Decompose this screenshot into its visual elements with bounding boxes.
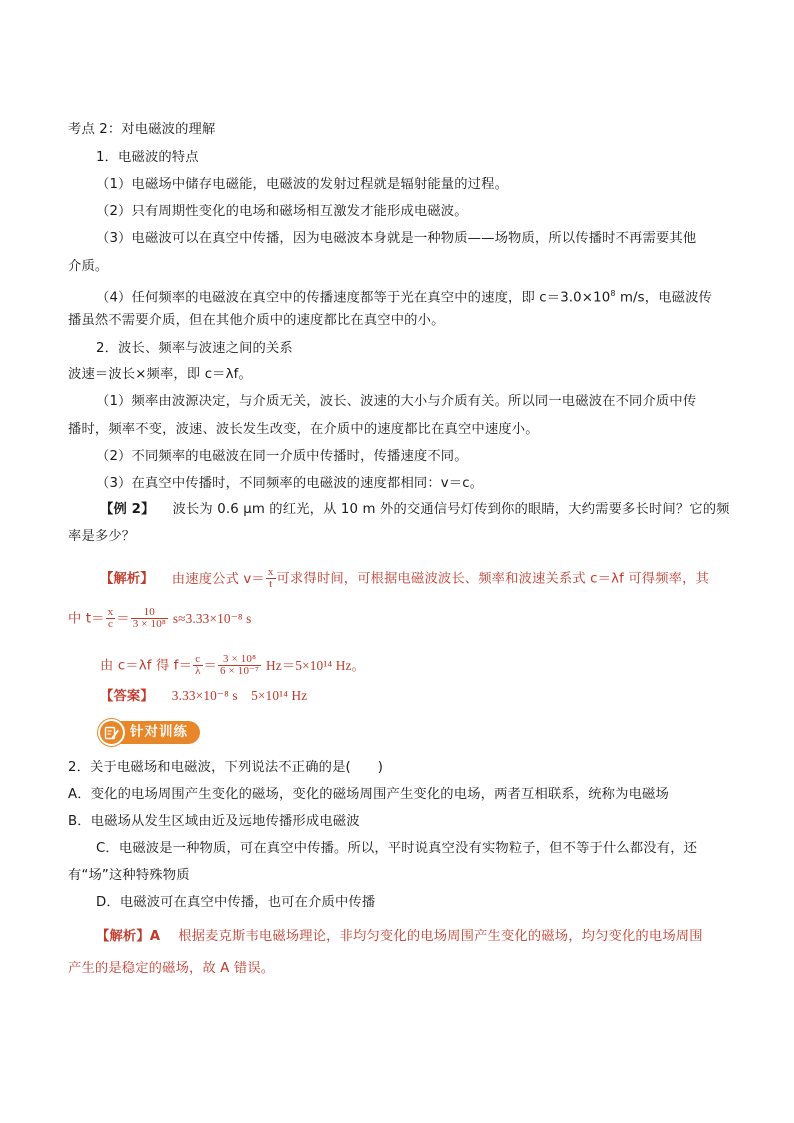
fraction-distance-over-speed	[131, 607, 168, 630]
time-formula-pre: 中 t＝	[68, 611, 105, 627]
paragraph-relation-1-line1: （1）频率由波源决定，与介质无关，波长、波速的大小与介质有关。所以同一电磁波在不同介质中传	[96, 394, 697, 409]
pencil-note-icon	[98, 719, 125, 746]
paragraph-feature-4-line2: 播虽然不需要介质，但在其他介质中的速度都比在真空中的小。	[68, 313, 445, 328]
answer-label: 【答案】	[100, 689, 154, 704]
option-a: A．变化的电场周围产生变化的磁场，变化的磁场周围产生变化的电场，两者互相联系，统称为电磁场	[68, 787, 669, 802]
paragraph-feature-3-line2: 介质。	[68, 259, 109, 274]
option-c-line2: 有“场”这种特殊物质	[68, 868, 190, 883]
example-analysis-line2	[68, 607, 252, 630]
training-badge	[98, 719, 200, 746]
fraction-numerator: x	[267, 566, 274, 578]
fraction-denominator: 3 × 10⁸	[132, 618, 166, 630]
option-b: B．电磁场从发生区域由近及远地传播形成电磁波	[68, 814, 360, 829]
badge-label: 针对训练	[130, 724, 188, 740]
fraction-denominator: 6 × 10⁻⁷	[220, 665, 260, 677]
fraction-x-over-c	[106, 607, 116, 630]
paragraph-feature-1: （1）电磁场中储存电磁能，电磁波的发射过程就是辐射能量的过程。	[96, 177, 509, 192]
fraction-x-over-t	[266, 567, 276, 590]
paragraph-feature-4-line1	[96, 285, 712, 307]
fraction-denominator: c	[107, 618, 113, 630]
fraction-speed-over-wavelength	[218, 654, 261, 677]
fraction-numerator: 3 × 10⁸	[218, 654, 261, 666]
example-label: 【例 2】	[100, 502, 155, 517]
training-analysis-text: 根据麦克斯韦电磁场理论，非均匀变化的电场周围产生变化的磁场，均匀变化的电场周围	[178, 929, 703, 944]
fraction-numerator: x	[107, 606, 114, 618]
training-question: 2．关于电磁场和电磁波，下列说法不正确的是( )	[68, 760, 384, 775]
relation-formula: 波速＝波长×频率，即 c＝λf。	[68, 367, 252, 382]
time-result: s≈3.33×10⁻⁸ s	[172, 610, 252, 626]
frequency-formula-pre: 由 c＝λf 得 f＝	[100, 658, 193, 674]
analysis-label: 【解析】	[100, 571, 154, 587]
fraction-numerator: 10	[131, 607, 168, 619]
equals-sign: ＝	[116, 611, 130, 627]
example-analysis-line1	[100, 567, 709, 590]
option-d: D．电磁波可在真空中传播，也可在介质中传播	[96, 895, 376, 910]
example-answer	[100, 687, 307, 706]
training-analysis-line2: 产生的是稳定的磁场，故 A 错误。	[68, 961, 275, 976]
paragraph-relation-1-line2: 播时，频率不变，波速、波长发生改变，在介质中的速度都比在真空中速度小。	[68, 422, 539, 437]
fraction-numerator: c	[193, 654, 202, 666]
training-analysis-line1	[96, 928, 703, 946]
example-question-line2: 率是多少？	[68, 529, 136, 544]
analysis-text-post: 可求得时间，可根据电磁波波长、频率和波速关系式 c＝λf 可得频率，其	[276, 571, 710, 587]
equals-sign: ＝	[203, 658, 217, 674]
frequency-result: Hz＝5×10¹⁴ Hz。	[266, 657, 365, 673]
fraction-denominator: λ	[195, 665, 201, 677]
example-analysis-line3	[100, 654, 365, 677]
example-question-text: 波长为 0.6 μm 的红光，从 10 m 外的交通信号灯传到你的眼睛，大约需要多长时间？它的频	[172, 502, 730, 517]
paragraph-relation-3: （3）在真空中传播时，不同频率的电磁波的速度都相同：v＝c。	[96, 476, 484, 491]
paragraph-feature-2: （2）只有周期性变化的电场和磁场相互激发才能形成电磁波。	[96, 204, 468, 219]
feature-4-exponent: 8	[610, 289, 616, 298]
example-question-line1	[100, 501, 730, 519]
feature-4-text-pre: （4）任何频率的电磁波在真空中的传播速度都等于光在真空中的速度，即 c＝3.0×10	[96, 290, 611, 306]
subheading-features: 1．电磁波的特点	[96, 150, 199, 165]
pencil-note-icon-graphic	[104, 725, 120, 741]
answer-text: 3.33×10⁻⁸ s 5×10¹⁴ Hz	[171, 688, 308, 703]
paragraph-relation-2: （2）不同频率的电磁波在同一介质中传播时，传播速度不同。	[96, 449, 468, 464]
fraction-denominator: t	[269, 578, 273, 590]
subheading-relation: 2．波长、频率与波速之间的关系	[96, 341, 293, 356]
section-title: 考点 2：对电磁波的理解	[68, 122, 216, 137]
paragraph-feature-3-line1: （3）电磁波可以在真空中传播，因为电磁波本身就是一种物质——场物质，所以传播时不再需要其他	[96, 231, 697, 246]
training-analysis-label: 【解析】A	[96, 929, 161, 944]
fraction-c-over-lambda	[193, 654, 202, 677]
option-c-line1: C．电磁波是一种物质，可在真空中传播。所以，平时说真空没有实物粒子，但不等于什么都没有，还	[96, 841, 698, 856]
feature-4-text-post: m/s，电磁波传	[615, 290, 712, 306]
analysis-text-pre: 由速度公式 v＝	[171, 571, 265, 587]
